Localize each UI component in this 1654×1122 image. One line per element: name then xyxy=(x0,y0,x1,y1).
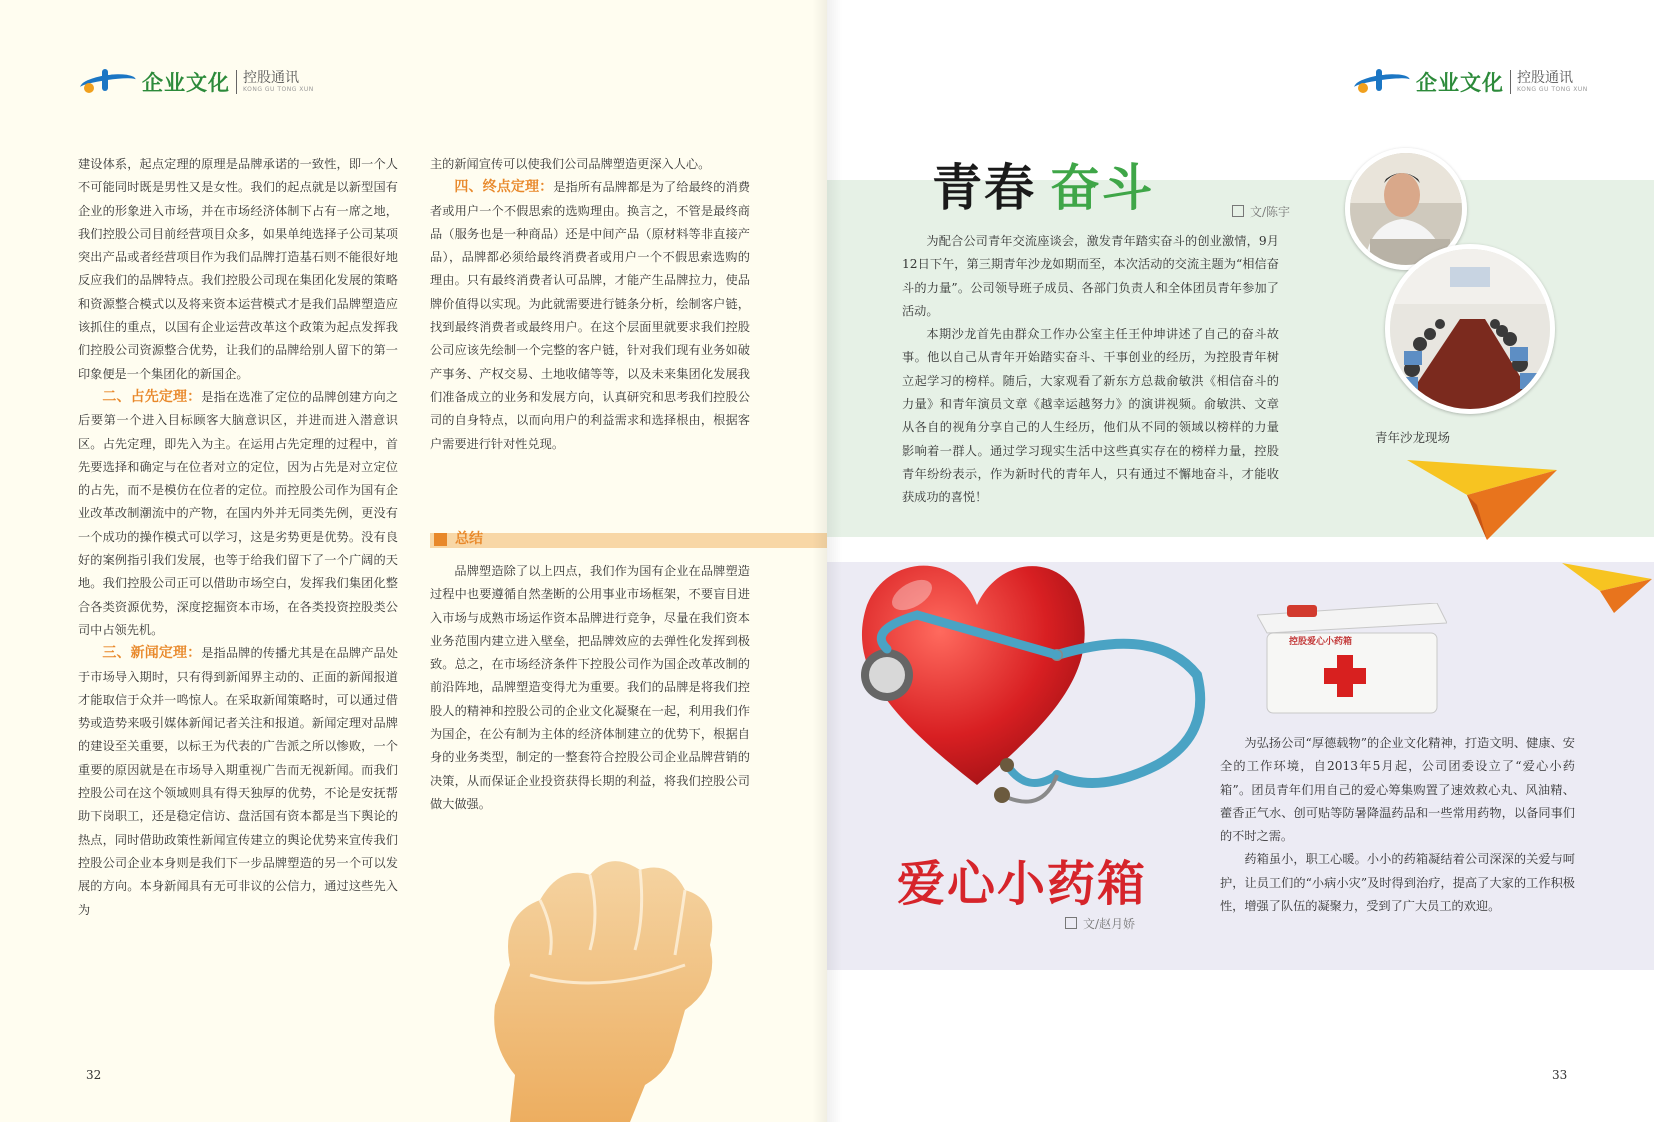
article-1-byline: 文/陈宇 xyxy=(1232,203,1290,220)
page-number-left: 32 xyxy=(86,1068,102,1082)
article-2-paragraph-1: 为弘扬公司“厚德载物”的企业文化精神，打造文明、健康、安全的工作环境，自2013年5月起，公司团委设立了“爱心小药箱”。团员青年们用自己的爱心筹集购置了速效救心丸、风油精、藿香正气水、创可贴等防暑降温药品和一些常用药物，以备同事们的不时之需。 xyxy=(1220,736,1575,844)
header-subtitle: 控股通讯 xyxy=(243,70,299,86)
article-2-title: 爱心小药箱 xyxy=(897,856,1148,912)
section-3-text: 是指品牌的传播尤其是在品牌产品处于市场导入期时，只有得到新闻界主动的、正面的新闻报道才能取信于众并一鸣惊人。在采取新闻策略时，可以通过借势或造势来吸引媒体新闻记者关注和报道。新闻定理对品牌的建设至关重要，以标王为代表的广告派之所以惨败，一个重要的原因就是在市场导入期重视广告而无视新闻。而我们控股公司在这个领域则具有得天独厚的优势，不论是安抚帮助下岗职工，还是稳定信访、盘活国有资本都是当下舆论的热点，同时借助政策性新闻宣传建立的舆论优势来宣传我们控股公司企业本身则是我们下一步品牌塑造的另一个可以发展的方向。本身新闻具有无可非议的公信力，通过这些先入为 xyxy=(78,646,399,917)
article-2-body xyxy=(1220,732,1575,918)
section-2-text: 是指在选准了定位的品牌创建方向之后要第一个进入目标顾客大脑意识区，并进而进入潜意识区。占先定理，即先入为主。在运用占先定理的过程中，首先要选择和确定与在位者对立的定位，因为占先是对立定位的占先，而不是模仿在位者的定位。而控股公司作为国有企业改革改制潮流中的产物，在国内外并无同类先例，更没有一个成功的操作模式可以学习，这是劣势更是优势。没有良好的案例指引我们发展，也等于给我们留下了一个广阔的天地。我们控股公司正可以借助市场空白，发挥我们集团化整合各类资源优势，深度挖掘资本市场，在各类投资控股类公司中占领先机。 xyxy=(78,389,399,637)
article-2-paragraph-2: 药箱虽小，职工心暖。小小的药箱凝结着公司深深的关爱与呵护，让员工们的“小病小灾”及时得到治疗，提高了大家的工作积极性，增强了队伍的凝聚力，受到了广大员工的欢迎。 xyxy=(1220,852,1575,914)
article-1-body xyxy=(902,230,1279,510)
article-2-byline: 文/赵月娇 xyxy=(1065,915,1135,932)
article-1-paragraph-1: 为配合公司青年交流座谈会，激发青年踏实奋斗的创业激情，9月12日下午，第三期青年沙龙如期而至，本次活动的交流主题为“相信奋斗的力量”。公司领导班子成员、各部门负责人和全体团员青年参加了活动。 xyxy=(902,234,1279,318)
header-title: 企业文化 xyxy=(1416,71,1504,95)
header-subtitle-en: KONG GU TONG XUN xyxy=(1517,86,1588,93)
brand-logo-icon xyxy=(1352,67,1412,97)
summary-bar xyxy=(430,533,827,548)
header-logo-left xyxy=(78,66,314,98)
header-title: 企业文化 xyxy=(142,71,230,95)
summary-text: 品牌塑造除了以上四点，我们作为国有企业在品牌塑造过程中也要遵循自然垄断的公用事业市场框架，不要盲目进入市场与成熟市场运作资本品牌进行竞争，尽量在我们资本业务范围内建立进入壁垒，把品牌效应的去弹性化发挥到极致。总之，在市场经济条件下控股公司作为国企改革改制的前沿阵地，品牌塑造变得尤为重要。我们的品牌是将我们控股人的精神和控股公司的企业文化凝聚在一起，利用我们作为国企，在公有制为主体的经济体制建立的优势下，根据自身的业务类型，制定的一整套符合控股公司企业品牌营销的决策，从而保证企业投资获得长期的利益，将我们控股公司做大做强。 xyxy=(430,564,750,811)
column-1 xyxy=(78,153,398,922)
col2-paragraph: 主的新闻宣传可以使我们公司品牌塑造更深入人心。 xyxy=(430,157,711,171)
medicine-box-icon xyxy=(1257,603,1447,718)
salon-photo xyxy=(1385,244,1555,414)
column-2 xyxy=(430,153,750,456)
header-subtitle: 控股通讯 xyxy=(1517,70,1573,86)
brand-logo-icon xyxy=(78,67,138,97)
medicine-box-label: 控股爱心小药箱 xyxy=(1289,637,1353,647)
page-number-right: 33 xyxy=(1552,1068,1568,1082)
section-4-text: 是指所有品牌都是为了给最终的消费者或用户一个不假思索的选购理由。换言之，不管是最终商品（服务也是一种商品）还是中间产品（原材料等非直接产品），品牌都必须给最终消费者或用户一个不假思索选购的理由。只有最终消费者认可品牌，才能产生品牌拉力，使品牌价值得以实现。为此就需要进行链条分析，绘制客户链，找到最终消费者或最终用户。在这个层面里就要求我们控股公司应该先绘制一个完整的客户链，针对我们现有业务如破产事务、产权交易、土地收储等等，以及未来集团化发展我们准备成立的业务和发展方向，认真研究和思考我们控股公司的自身特点，以而向用户的利益需求和选择根由，根据客户需要进行针对性兑现。 xyxy=(430,180,751,451)
page-gutter xyxy=(812,0,842,1122)
paper-plane-icon xyxy=(1407,440,1557,540)
summary-column xyxy=(430,560,750,816)
fist-graphic-icon xyxy=(470,845,740,1122)
paper-plane-small-icon xyxy=(1562,563,1652,613)
col1-paragraph: 建设体系，起点定理的原理是品牌承诺的一致性，即一个人不可能同时既是男性又是女性。我们的起点就是以新型国有企业的形象进入市场，并在市场经济体制下占有一席之地，我们控股公司目前经营项目众多，如果单纯选择子公司某项突出产品或者经营项目作为我们品牌打造基石则不能很好地反应我们的品牌特点。我们控股公司现在集团化发展的策略和资源整合模式以及将来资本运营模式才是我们品牌塑造应该抓住的重点，以国有企业运营改革这个政策为起点发挥我们控股公司资源整合优势，让我们的品牌给别人留下的第一印象便是一个集团化的新国企。 xyxy=(78,157,398,381)
article-1-title: 青春 奋斗 xyxy=(932,159,1154,217)
summary-heading: 总结 xyxy=(455,531,483,547)
photo-caption: 青年沙龙现场 xyxy=(1375,430,1451,445)
header-subtitle-en: KONG GU TONG XUN xyxy=(243,86,314,93)
summary-square-icon xyxy=(434,533,447,546)
article-1-paragraph-2: 本期沙龙首先由群众工作办公室主任王仲坤讲述了自己的奋斗故事。他以自己从青年开始踏实奋斗、干事创业的经历，为控股青年树立起学习的榜样。随后，大家观看了新东方总裁俞敏洪《相信奋斗的力量》和青年演员文章《越幸运越努力》的演讲视频。俞敏洪、文章从各自的视角分享自己的人生经历，他们从不同的领域以榜样的力量影响着一群人。通过学习现实生活中这些真实存在的榜样力量，控股青年纷纷表示，作为新时代的青年人，只有通过不懈地奋斗，才能收获成功的喜悦！ xyxy=(902,327,1279,505)
section-2-title: 二、占先定理： xyxy=(102,388,202,405)
right-page xyxy=(827,0,1654,1122)
header-logo-right xyxy=(1352,66,1588,98)
section-3-title: 三、新闻定理： xyxy=(102,645,202,662)
section-4-title: 四、终点定理： xyxy=(454,179,554,196)
heart-stethoscope-icon xyxy=(827,535,1247,835)
